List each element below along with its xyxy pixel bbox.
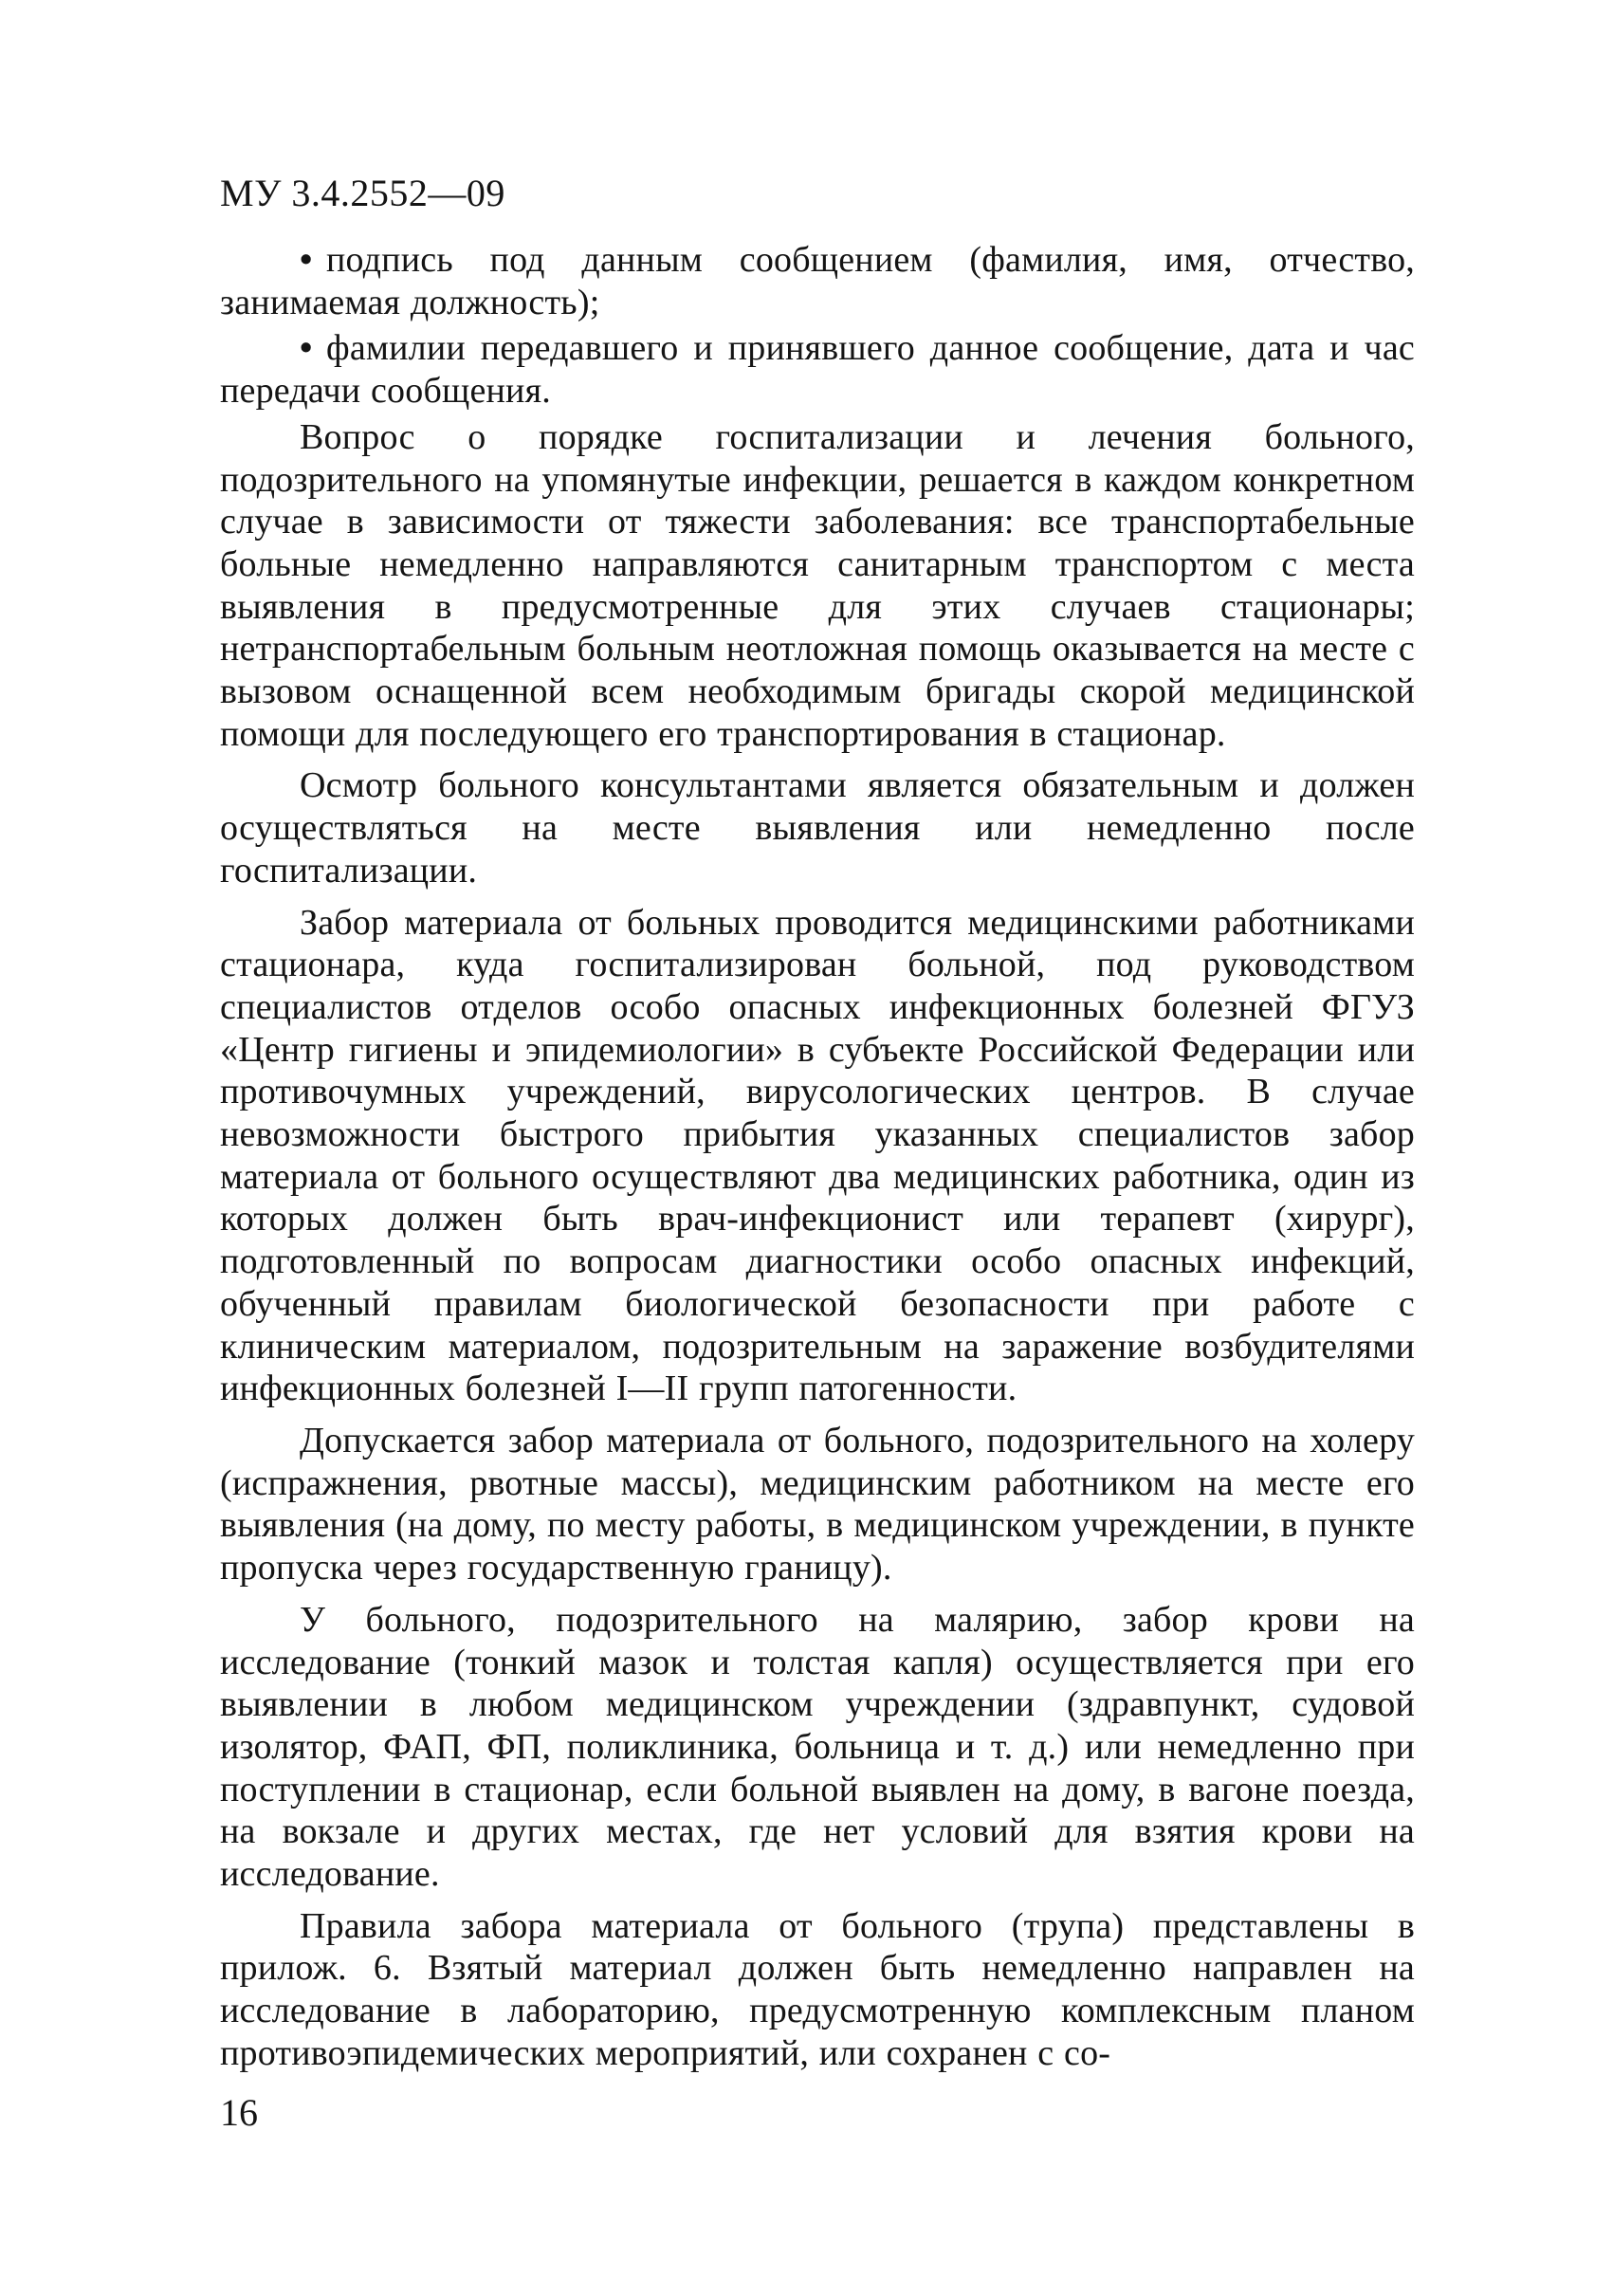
bullet-marker: • [300,240,313,280]
paragraph-material-collection: Забор материала от больных проводится медицинскими работниками стационара, куда госпитализирован больной, под руководством специалистов отделов особо опасных инфекционных болезней ФГУЗ «Центр гигиены и эпидемиологии» в субъекте Российской Федерации или противочумных учреждений, вирусологических центров. В случае невозможности быстрого прибытия указанных специалистов забор материала от больного осуществляют два медицинских работника, один из которых должен быть врач-инфекционист или терапевт (хирург), подготовленный по вопросам диагностики особо опасных инфекций, обученный правилам биологической безопасности при работе с клиническим материалом, подозрительным на заражение возбудителями инфекционных болезней I—II групп патогенности. [220,902,1415,1409]
paragraph-consultant-exam: Осмотр больного консультантами является обязательным и должен осуществляться на месте выявления или немедленно после госпитализации. [220,765,1415,891]
paragraph-hospitalization: Вопрос о порядке госпитализации и лечения больного, подозрительного на упомянутые инфекции, решается в каждом конкретном случае в зависимости от тяжести заболевания: все транспортабельные больные немедленно направляются санитарным транспортом с места выявления в предусмотренные для этих случаев стационары; нетранспортабельным больным неотложная помощь оказывается на месте с вызовом оснащенной всем необходимым бригады скорой медицинской помощи для последующего его транспортирования в стационар. [220,416,1415,754]
bullet-marker: • [300,328,313,369]
bullet-text: подпись под данным сообщением (фамилия, имя, отчество, занимаемая должность); [220,240,1415,322]
bullet-item [220,327,1415,412]
document-code-header: МУ 3.4.2552—09 [220,172,505,214]
bullet-text: фамилии передавшего и принявшего данное сообщение, дата и час передачи сообщения. [220,328,1415,412]
paragraph-collection-rules: Правила забора материала от больного (трупа) представлены в прилож. 6. Взятый материал должен быть немедленно направлен на исследование в лабораторию, предусмотренную комплексным планом противоэпидемических мероприятий, или сохранен с со- [220,1905,1415,2073]
body-text [220,239,1415,2085]
bullet-item [220,239,1415,323]
paragraph-cholera-sampling: Допускается забор материала от больного, подозрительного на холеру (испражнения, рвотные массы), медицинским работником на месте его выявления (на дому, по месту работы, в медицинском учреждении, в пункте пропуска через государственную границу). [220,1420,1415,1589]
paragraph-malaria-blood: У больного, подозрительного на малярию, забор крови на исследование (тонкий мазок и толстая капля) осуществляется при его выявлении в любом медицинском учреждении (здравпункт, судовой изолятор, ФАП, ФП, поликлиника, больница и т. д.) или немедленно при поступлении в стационар, если больной выявлен на дому, в вагоне поезда, на вокзале и других местах, где нет условий для взятия крови на исследование. [220,1599,1415,1895]
page-number: 16 [220,2091,258,2134]
